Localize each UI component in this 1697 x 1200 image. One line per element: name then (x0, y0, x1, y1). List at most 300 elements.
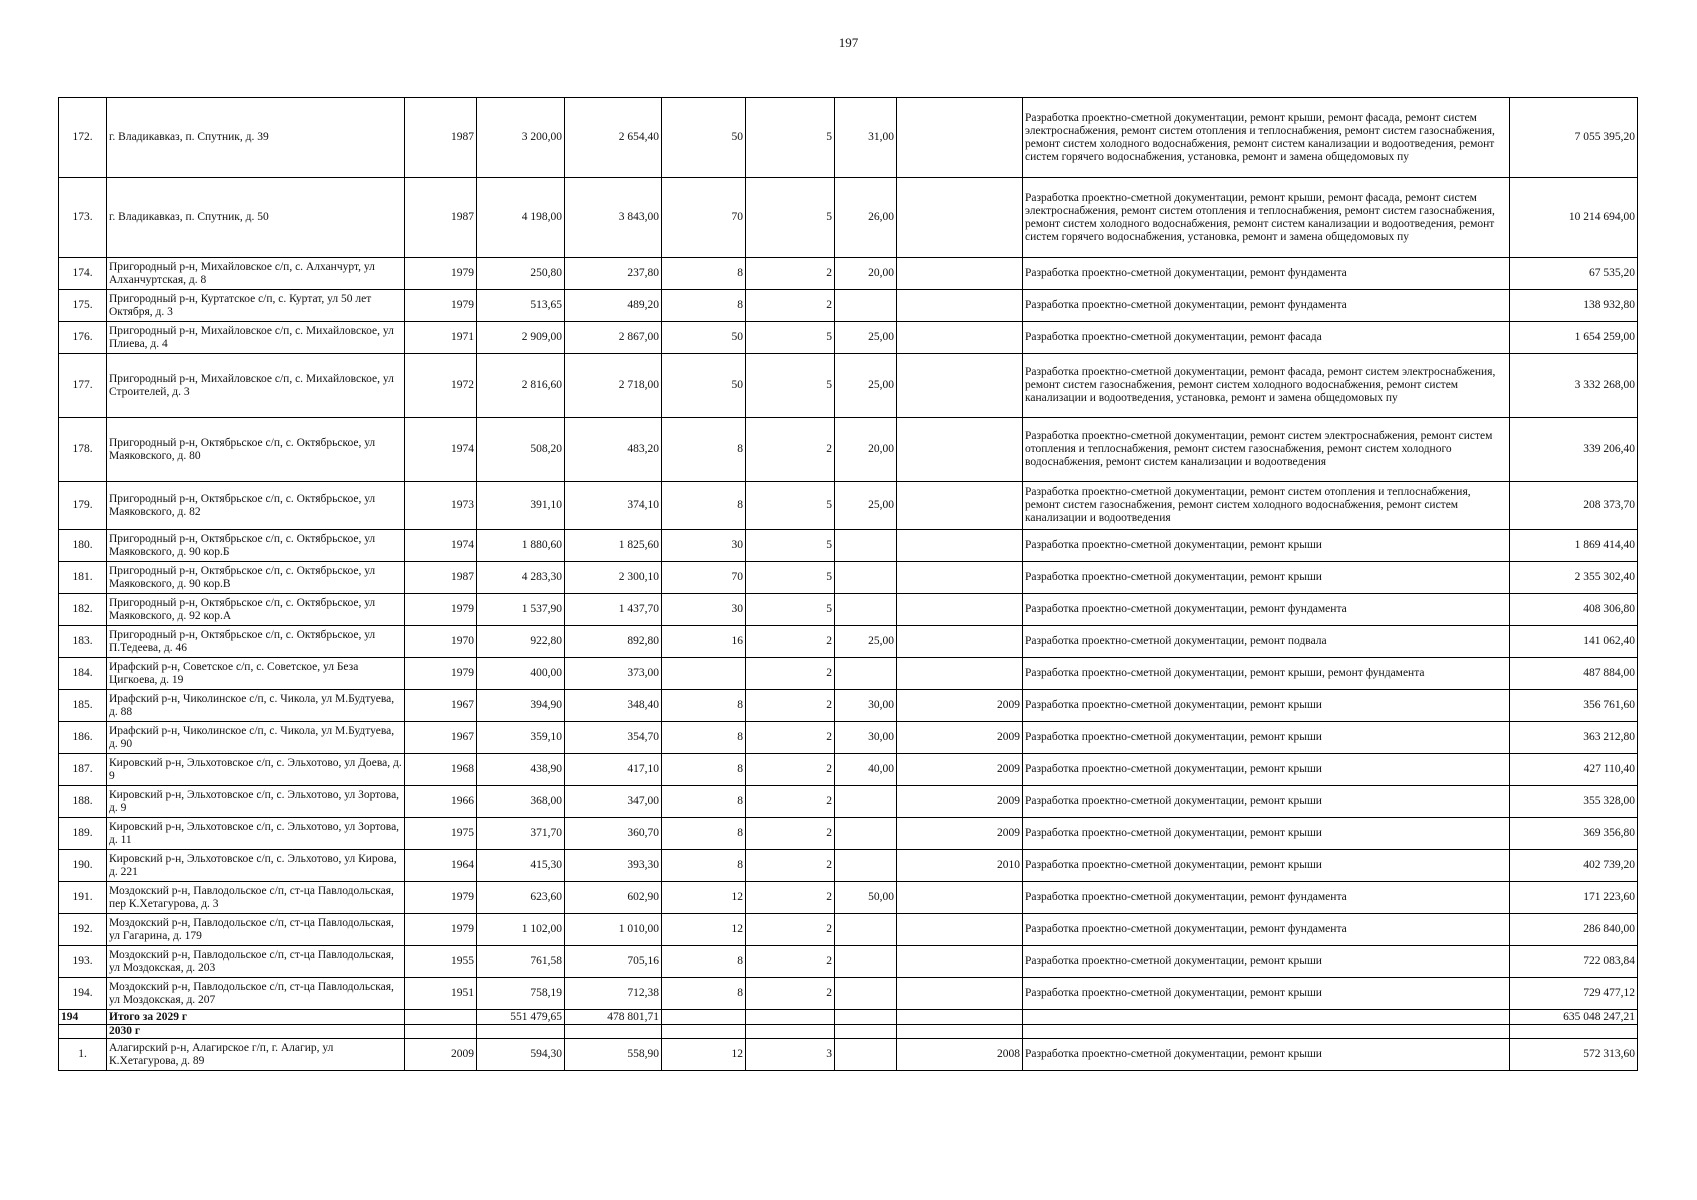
living-area-cell: 1 437,70 (565, 594, 662, 626)
row-number: 174. (59, 258, 107, 290)
year-header-cell: 2030 г (107, 1025, 405, 1039)
total-area-cell: 2 816,60 (477, 354, 565, 418)
table-row (59, 722, 1638, 754)
works-cell: Разработка проектно-сметной документации, ремонт крыши, ремонт фундамента (1023, 658, 1510, 690)
living-area-cell: 374,10 (565, 482, 662, 530)
wear-cell: 25,00 (835, 322, 897, 354)
empty-cell (746, 1010, 835, 1025)
address-cell: Пригородный р-н, Октябрьское с/п, с. Октябрьское, ул Маяковского, д. 90 кор.Б (107, 530, 405, 562)
build-year-cell: 1951 (405, 978, 477, 1010)
living-area-cell: 373,00 (565, 658, 662, 690)
apartments-cell: 12 (662, 914, 746, 946)
works-cell: Разработка проектно-сметной документации, ремонт крыши (1023, 690, 1510, 722)
address-cell: Пригородный р-н, Михайловское с/п, с. Михайловское, ул Плиева, д. 4 (107, 322, 405, 354)
apartments-cell: 8 (662, 290, 746, 322)
total-area-cell: 922,80 (477, 626, 565, 658)
floors-cell: 5 (746, 322, 835, 354)
wear-cell: 25,00 (835, 482, 897, 530)
last-repair-year-cell (897, 978, 1023, 1010)
works-cell: Разработка проектно-сметной документации, ремонт фундамента (1023, 290, 1510, 322)
total-area-cell: 594,30 (477, 1039, 565, 1071)
wear-cell (835, 530, 897, 562)
build-year-cell: 1974 (405, 530, 477, 562)
cost-cell: 356 761,60 (1510, 690, 1638, 722)
row-number: 178. (59, 418, 107, 482)
floors-cell: 5 (746, 562, 835, 594)
table-row (59, 418, 1638, 482)
wear-cell: 20,00 (835, 258, 897, 290)
row-number: 1. (59, 1039, 107, 1071)
floors-cell: 2 (746, 690, 835, 722)
floors-cell: 2 (746, 418, 835, 482)
floors-cell: 5 (746, 354, 835, 418)
floors-cell: 2 (746, 754, 835, 786)
address-cell: Пригородный р-н, Октябрьское с/п, с. Октябрьское, ул П.Тедеева, д. 46 (107, 626, 405, 658)
wear-cell: 50,00 (835, 882, 897, 914)
floors-cell: 2 (746, 626, 835, 658)
address-cell: Кировский р-н, Эльхотовское с/п, с. Эльхотово, ул Зортова, д. 9 (107, 786, 405, 818)
empty-cell (565, 1025, 662, 1039)
living-area-cell: 393,30 (565, 850, 662, 882)
build-year-cell: 1955 (405, 946, 477, 978)
row-number: 186. (59, 722, 107, 754)
works-cell: Разработка проектно-сметной документации, ремонт систем отопления и теплоснабжения, ремонт систем газоснабжения, ремонт систем холодного водоснабжения, ремонт систем канализации и водоотведения (1023, 482, 1510, 530)
floors-cell: 2 (746, 722, 835, 754)
table-row (59, 914, 1638, 946)
works-cell: Разработка проектно-сметной документации, ремонт крыши (1023, 818, 1510, 850)
build-year-cell: 1970 (405, 626, 477, 658)
address-cell: Ирафский р-н, Чиколинское с/п, с. Чикола, ул М.Будтуева, д. 90 (107, 722, 405, 754)
last-repair-year-cell (897, 98, 1023, 178)
build-year-cell: 1974 (405, 418, 477, 482)
total-row (59, 1010, 1638, 1025)
build-year-cell: 1973 (405, 482, 477, 530)
works-cell: Разработка проектно-сметной документации, ремонт крыши (1023, 722, 1510, 754)
cost-cell: 10 214 694,00 (1510, 178, 1638, 258)
works-cell: Разработка проектно-сметной документации, ремонт систем электроснабжения, ремонт систем отопления и теплоснабжения, ремонт систем газоснабжения, ремонт систем холодного водоснабжения, ремонт систем канализации и водоотведения (1023, 418, 1510, 482)
apartments-cell: 50 (662, 98, 746, 178)
total-area-cell: 1 537,90 (477, 594, 565, 626)
living-area-cell: 558,90 (565, 1039, 662, 1071)
last-repair-year-cell (897, 530, 1023, 562)
last-repair-year-cell (897, 882, 1023, 914)
living-area-cell: 237,80 (565, 258, 662, 290)
table-row (59, 98, 1638, 178)
address-cell: Пригородный р-н, Октябрьское с/п, с. Октябрьское, ул Маяковского, д. 82 (107, 482, 405, 530)
floors-cell: 2 (746, 882, 835, 914)
apartments-cell: 8 (662, 418, 746, 482)
wear-cell (835, 290, 897, 322)
wear-cell (835, 978, 897, 1010)
living-area-sum-cell: 478 801,71 (565, 1010, 662, 1025)
last-repair-year-cell (897, 482, 1023, 530)
living-area-cell: 3 843,00 (565, 178, 662, 258)
row-number: 187. (59, 754, 107, 786)
table-row (59, 850, 1638, 882)
cost-cell: 408 306,80 (1510, 594, 1638, 626)
address-cell: Кировский р-н, Эльхотовское с/п, с. Эльхотово, ул Зортова, д. 11 (107, 818, 405, 850)
floors-cell: 5 (746, 530, 835, 562)
build-year-cell: 1967 (405, 690, 477, 722)
total-area-cell: 2 909,00 (477, 322, 565, 354)
wear-cell (835, 946, 897, 978)
address-cell: Моздокский р-н, Павлодольское с/п, ст-ца Павлодольская, ул Моздокская, д. 203 (107, 946, 405, 978)
build-year-cell: 1987 (405, 178, 477, 258)
total-area-cell: 513,65 (477, 290, 565, 322)
empty-cell (835, 1010, 897, 1025)
empty-cell (1510, 1025, 1638, 1039)
row-number: 180. (59, 530, 107, 562)
last-repair-year-cell (897, 290, 1023, 322)
build-year-cell: 1979 (405, 882, 477, 914)
cost-cell: 363 212,80 (1510, 722, 1638, 754)
apartments-cell: 8 (662, 690, 746, 722)
living-area-cell: 1 010,00 (565, 914, 662, 946)
table-row (59, 594, 1638, 626)
build-year-cell: 1979 (405, 914, 477, 946)
wear-cell: 31,00 (835, 98, 897, 178)
build-year-cell: 2009 (405, 1039, 477, 1071)
table-row (59, 978, 1638, 1010)
empty-cell (1023, 1025, 1510, 1039)
living-area-cell: 489,20 (565, 290, 662, 322)
address-cell: Кировский р-н, Эльхотовское с/п, с. Эльхотово, ул Доева, д. 9 (107, 754, 405, 786)
total-area-cell: 359,10 (477, 722, 565, 754)
build-year-cell: 1964 (405, 850, 477, 882)
floors-cell: 2 (746, 946, 835, 978)
last-repair-year-cell (897, 594, 1023, 626)
apartments-cell: 8 (662, 978, 746, 1010)
row-number: 179. (59, 482, 107, 530)
row-number: 189. (59, 818, 107, 850)
table-row (59, 626, 1638, 658)
floors-cell: 2 (746, 850, 835, 882)
registry-body (59, 98, 1638, 1071)
total-area-cell: 415,30 (477, 850, 565, 882)
address-cell: Моздокский р-н, Павлодольское с/п, ст-ца Павлодольская, ул Моздокская, д. 207 (107, 978, 405, 1010)
wear-cell (835, 562, 897, 594)
table-row (59, 482, 1638, 530)
total-area-cell: 761,58 (477, 946, 565, 978)
table-row (59, 258, 1638, 290)
total-area-cell: 623,60 (477, 882, 565, 914)
apartments-cell: 70 (662, 178, 746, 258)
row-number: 192. (59, 914, 107, 946)
cost-cell: 722 083,84 (1510, 946, 1638, 978)
build-year-cell: 1987 (405, 98, 477, 178)
table-row (59, 178, 1638, 258)
total-area-cell: 250,80 (477, 258, 565, 290)
address-cell: Ирафский р-н, Советское с/п, с. Советское, ул Беза Цигкоева, д. 19 (107, 658, 405, 690)
apartments-cell: 8 (662, 754, 746, 786)
living-area-cell: 2 718,00 (565, 354, 662, 418)
table-row (59, 322, 1638, 354)
apartments-cell: 8 (662, 818, 746, 850)
table-row (59, 754, 1638, 786)
last-repair-year-cell (897, 258, 1023, 290)
cost-cell: 3 332 268,00 (1510, 354, 1638, 418)
last-repair-year-cell (897, 946, 1023, 978)
row-number: 172. (59, 98, 107, 178)
total-area-cell: 4 198,00 (477, 178, 565, 258)
build-year-cell: 1971 (405, 322, 477, 354)
living-area-cell: 348,40 (565, 690, 662, 722)
works-cell: Разработка проектно-сметной документации, ремонт крыши (1023, 978, 1510, 1010)
works-cell: Разработка проектно-сметной документации, ремонт фундамента (1023, 258, 1510, 290)
last-repair-year-cell (897, 658, 1023, 690)
total-area-cell: 4 283,30 (477, 562, 565, 594)
last-repair-year-cell: 2009 (897, 786, 1023, 818)
table-row (59, 882, 1638, 914)
cost-cell: 487 884,00 (1510, 658, 1638, 690)
cost-cell: 141 062,40 (1510, 626, 1638, 658)
last-repair-year-cell: 2009 (897, 754, 1023, 786)
works-cell: Разработка проектно-сметной документации, ремонт подвала (1023, 626, 1510, 658)
cost-cell: 2 355 302,40 (1510, 562, 1638, 594)
apartments-cell: 12 (662, 1039, 746, 1071)
works-cell: Разработка проектно-сметной документации, ремонт крыши, ремонт фасада, ремонт систем электроснабжения, ремонт систем отопления и теплоснабжения, ремонт систем газоснабжения, ремонт систем холодного водоснабжения, ремонт систем канализации и водоотведения, ремонт систем горячего водоснабжения, установка, ремонт и замена общедомовых пу (1023, 178, 1510, 258)
wear-cell: 25,00 (835, 354, 897, 418)
cost-cell: 1 869 414,40 (1510, 530, 1638, 562)
row-number: 176. (59, 322, 107, 354)
empty-cell (662, 1025, 746, 1039)
empty-cell (835, 1025, 897, 1039)
cost-cell: 572 313,60 (1510, 1039, 1638, 1071)
works-cell: Разработка проектно-сметной документации, ремонт фасада (1023, 322, 1510, 354)
floors-cell: 5 (746, 594, 835, 626)
total-area-cell: 400,00 (477, 658, 565, 690)
wear-cell (835, 786, 897, 818)
table-row (59, 562, 1638, 594)
cost-cell: 286 840,00 (1510, 914, 1638, 946)
wear-cell (835, 818, 897, 850)
apartments-cell: 8 (662, 786, 746, 818)
row-number: 183. (59, 626, 107, 658)
total-label-cell: Итого за 2029 г (107, 1010, 405, 1025)
total-area-sum-cell: 551 479,65 (477, 1010, 565, 1025)
row-number: 191. (59, 882, 107, 914)
build-year-cell: 1979 (405, 258, 477, 290)
empty-cell (1023, 1010, 1510, 1025)
apartments-cell: 16 (662, 626, 746, 658)
total-area-cell: 3 200,00 (477, 98, 565, 178)
table-row (59, 786, 1638, 818)
row-number: 182. (59, 594, 107, 626)
address-cell: г. Владикавказ, п. Спутник, д. 50 (107, 178, 405, 258)
wear-cell (835, 850, 897, 882)
last-repair-year-cell: 2009 (897, 818, 1023, 850)
row-number: 181. (59, 562, 107, 594)
wear-cell (835, 658, 897, 690)
living-area-cell: 602,90 (565, 882, 662, 914)
total-area-cell: 1 880,60 (477, 530, 565, 562)
row-number: 188. (59, 786, 107, 818)
build-year-cell: 1979 (405, 658, 477, 690)
cost-sum-cell: 635 048 247,21 (1510, 1010, 1638, 1025)
cost-cell: 67 535,20 (1510, 258, 1638, 290)
living-area-cell: 2 300,10 (565, 562, 662, 594)
total-area-cell: 1 102,00 (477, 914, 565, 946)
table-row (59, 658, 1638, 690)
floors-cell: 5 (746, 482, 835, 530)
last-repair-year-cell (897, 322, 1023, 354)
last-repair-year-cell (897, 562, 1023, 594)
cost-cell: 7 055 395,20 (1510, 98, 1638, 178)
build-year-cell: 1967 (405, 722, 477, 754)
total-area-cell: 368,00 (477, 786, 565, 818)
floors-cell: 3 (746, 1039, 835, 1071)
address-cell: Пригородный р-н, Михайловское с/п, с. Алханчурт, ул Алханчуртская, д. 8 (107, 258, 405, 290)
empty-cell (405, 1010, 477, 1025)
works-cell: Разработка проектно-сметной документации, ремонт крыши (1023, 1039, 1510, 1071)
floors-cell: 2 (746, 258, 835, 290)
table-row (59, 290, 1638, 322)
last-repair-year-cell: 2010 (897, 850, 1023, 882)
row-number: 193. (59, 946, 107, 978)
total-area-cell: 391,10 (477, 482, 565, 530)
empty-cell (746, 1025, 835, 1039)
row-number: 185. (59, 690, 107, 722)
works-cell: Разработка проектно-сметной документации, ремонт крыши (1023, 946, 1510, 978)
apartments-cell: 8 (662, 946, 746, 978)
last-repair-year-cell (897, 626, 1023, 658)
total-area-cell: 394,90 (477, 690, 565, 722)
wear-cell: 40,00 (835, 754, 897, 786)
empty-cell (405, 1025, 477, 1039)
empty-cell (897, 1025, 1023, 1039)
address-cell: Кировский р-н, Эльхотовское с/п, с. Эльхотово, ул Кирова, д. 221 (107, 850, 405, 882)
address-cell: Пригородный р-н, Михайловское с/п, с. Михайловское, ул Строителей, д. 3 (107, 354, 405, 418)
floors-cell: 2 (746, 658, 835, 690)
table-row (59, 1039, 1638, 1071)
apartments-cell: 8 (662, 258, 746, 290)
year-header-row (59, 1025, 1638, 1039)
address-cell: Ирафский р-н, Чиколинское с/п, с. Чикола, ул М.Будтуева, д. 88 (107, 690, 405, 722)
living-area-cell: 354,70 (565, 722, 662, 754)
build-year-cell: 1979 (405, 290, 477, 322)
apartments-cell (662, 658, 746, 690)
last-repair-year-cell: 2009 (897, 722, 1023, 754)
wear-cell: 26,00 (835, 178, 897, 258)
cost-cell: 427 110,40 (1510, 754, 1638, 786)
wear-cell: 20,00 (835, 418, 897, 482)
wear-cell (835, 594, 897, 626)
address-cell: Пригородный р-н, Октябрьское с/п, с. Октябрьское, ул Маяковского, д. 80 (107, 418, 405, 482)
living-area-cell: 1 825,60 (565, 530, 662, 562)
works-cell: Разработка проектно-сметной документации, ремонт фундамента (1023, 882, 1510, 914)
apartments-cell: 30 (662, 594, 746, 626)
total-area-cell: 758,19 (477, 978, 565, 1010)
address-cell: г. Владикавказ, п. Спутник, д. 39 (107, 98, 405, 178)
empty-cell (477, 1025, 565, 1039)
apartments-cell: 50 (662, 322, 746, 354)
empty-cell (59, 1025, 107, 1039)
address-cell: Алагирский р-н, Алагирское г/п, г. Алагир, ул К.Хетагурова, д. 89 (107, 1039, 405, 1071)
total-count-cell: 194 (59, 1010, 107, 1025)
living-area-cell: 712,38 (565, 978, 662, 1010)
living-area-cell: 483,20 (565, 418, 662, 482)
works-cell: Разработка проектно-сметной документации, ремонт фундамента (1023, 914, 1510, 946)
living-area-cell: 417,10 (565, 754, 662, 786)
row-number: 177. (59, 354, 107, 418)
apartments-cell: 8 (662, 722, 746, 754)
row-number: 184. (59, 658, 107, 690)
apartments-cell: 8 (662, 850, 746, 882)
last-repair-year-cell (897, 178, 1023, 258)
living-area-cell: 705,16 (565, 946, 662, 978)
build-year-cell: 1968 (405, 754, 477, 786)
floors-cell: 5 (746, 98, 835, 178)
row-number: 194. (59, 978, 107, 1010)
last-repair-year-cell: 2009 (897, 690, 1023, 722)
address-cell: Пригородный р-н, Октябрьское с/п, с. Октябрьское, ул Маяковского, д. 92 кор.А (107, 594, 405, 626)
empty-cell (897, 1010, 1023, 1025)
address-cell: Пригородный р-н, Октябрьское с/п, с. Октябрьское, ул Маяковского, д. 90 кор.В (107, 562, 405, 594)
works-cell: Разработка проектно-сметной документации, ремонт крыши (1023, 530, 1510, 562)
table-row (59, 530, 1638, 562)
cost-cell: 355 328,00 (1510, 786, 1638, 818)
address-cell: Моздокский р-н, Павлодольское с/п, ст-ца Павлодольская, пер К.Хетагурова, д. 3 (107, 882, 405, 914)
row-number: 190. (59, 850, 107, 882)
page-number: 197 (838, 35, 859, 50)
cost-cell: 208 373,70 (1510, 482, 1638, 530)
table-row (59, 818, 1638, 850)
build-year-cell: 1987 (405, 562, 477, 594)
total-area-cell: 508,20 (477, 418, 565, 482)
works-cell: Разработка проектно-сметной документации, ремонт крыши (1023, 754, 1510, 786)
build-year-cell: 1972 (405, 354, 477, 418)
apartments-cell: 12 (662, 882, 746, 914)
last-repair-year-cell (897, 354, 1023, 418)
wear-cell: 30,00 (835, 722, 897, 754)
living-area-cell: 2 654,40 (565, 98, 662, 178)
floors-cell: 2 (746, 786, 835, 818)
apartments-cell: 70 (662, 562, 746, 594)
empty-cell (662, 1010, 746, 1025)
wear-cell: 30,00 (835, 690, 897, 722)
address-cell: Пригородный р-н, Куртатское с/п, с. Куртат, ул 50 лет Октября, д. 3 (107, 290, 405, 322)
living-area-cell: 360,70 (565, 818, 662, 850)
cost-cell: 339 206,40 (1510, 418, 1638, 482)
living-area-cell: 892,80 (565, 626, 662, 658)
cost-cell: 402 739,20 (1510, 850, 1638, 882)
living-area-cell: 2 867,00 (565, 322, 662, 354)
total-area-cell: 438,90 (477, 754, 565, 786)
works-cell: Разработка проектно-сметной документации, ремонт крыши (1023, 850, 1510, 882)
wear-cell: 25,00 (835, 626, 897, 658)
floors-cell: 2 (746, 290, 835, 322)
living-area-cell: 347,00 (565, 786, 662, 818)
build-year-cell: 1975 (405, 818, 477, 850)
apartments-cell: 30 (662, 530, 746, 562)
works-cell: Разработка проектно-сметной документации, ремонт фундамента (1023, 594, 1510, 626)
build-year-cell: 1979 (405, 594, 477, 626)
cost-cell: 729 477,12 (1510, 978, 1638, 1010)
registry-table (58, 97, 1638, 1071)
cost-cell: 369 356,80 (1510, 818, 1638, 850)
cost-cell: 171 223,60 (1510, 882, 1638, 914)
works-cell: Разработка проектно-сметной документации, ремонт фасада, ремонт систем электроснабжения, ремонт систем газоснабжения, ремонт систем холодного водоснабжения, ремонт систем канализации и водоотведения, установка, ремонт и замена общедомовых пу (1023, 354, 1510, 418)
row-number: 173. (59, 178, 107, 258)
last-repair-year-cell (897, 914, 1023, 946)
floors-cell: 2 (746, 978, 835, 1010)
works-cell: Разработка проектно-сметной документации, ремонт крыши (1023, 786, 1510, 818)
address-cell: Моздокский р-н, Павлодольское с/п, ст-ца Павлодольская, ул Гагарина, д. 179 (107, 914, 405, 946)
row-number: 175. (59, 290, 107, 322)
last-repair-year-cell (897, 418, 1023, 482)
wear-cell (835, 914, 897, 946)
floors-cell: 5 (746, 178, 835, 258)
